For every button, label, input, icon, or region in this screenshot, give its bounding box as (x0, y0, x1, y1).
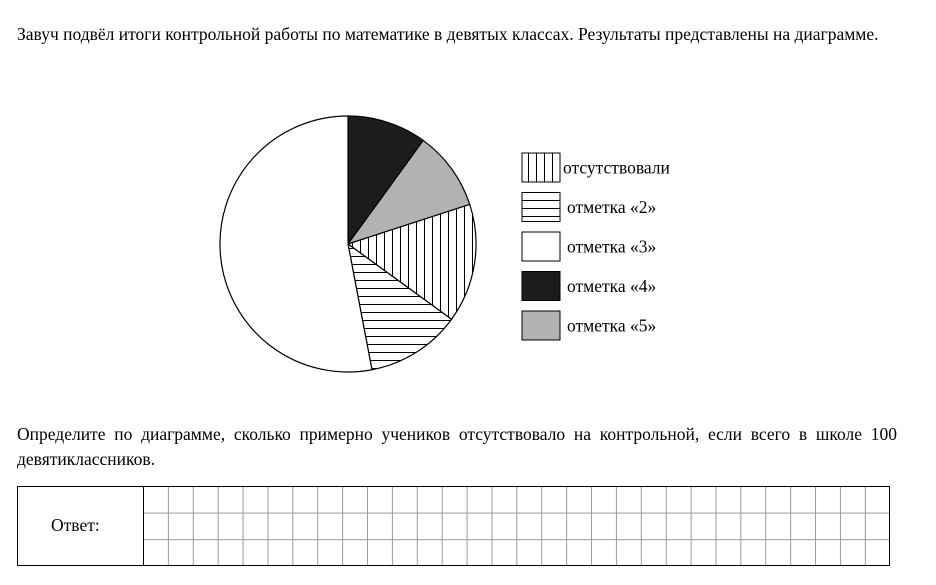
task-intro-text: Завуч подвёл итоги контрольной работы по математике в девятых классах. Результаты представлены на диаграмме. (17, 24, 879, 44)
pie-slices (220, 116, 476, 372)
legend-swatch-3 (522, 232, 560, 261)
answer-input-grid[interactable] (143, 486, 890, 566)
legend-label-4: отметка «4» (567, 276, 657, 296)
legend-label-5: отметка «5» (567, 315, 657, 336)
chart-legend (522, 153, 670, 340)
legend-label-3: отметка «3» (567, 236, 657, 257)
legend-swatch-1 (522, 153, 560, 182)
legend-label-2: отметка «2» (567, 197, 657, 217)
legend-swatch-4 (522, 272, 560, 301)
task-question-text: Определите по диаграмме, сколько примерно учеников отсутствовало на контрольной, если всего в школе 100 девятиклассников. (17, 424, 897, 469)
legend-swatch-2 (522, 193, 560, 222)
legend-swatch-5 (522, 311, 560, 340)
answer-label-cell (17, 486, 143, 566)
answer-label: Ответ: (51, 515, 100, 535)
legend-label-1: отсутствовали (563, 157, 670, 178)
